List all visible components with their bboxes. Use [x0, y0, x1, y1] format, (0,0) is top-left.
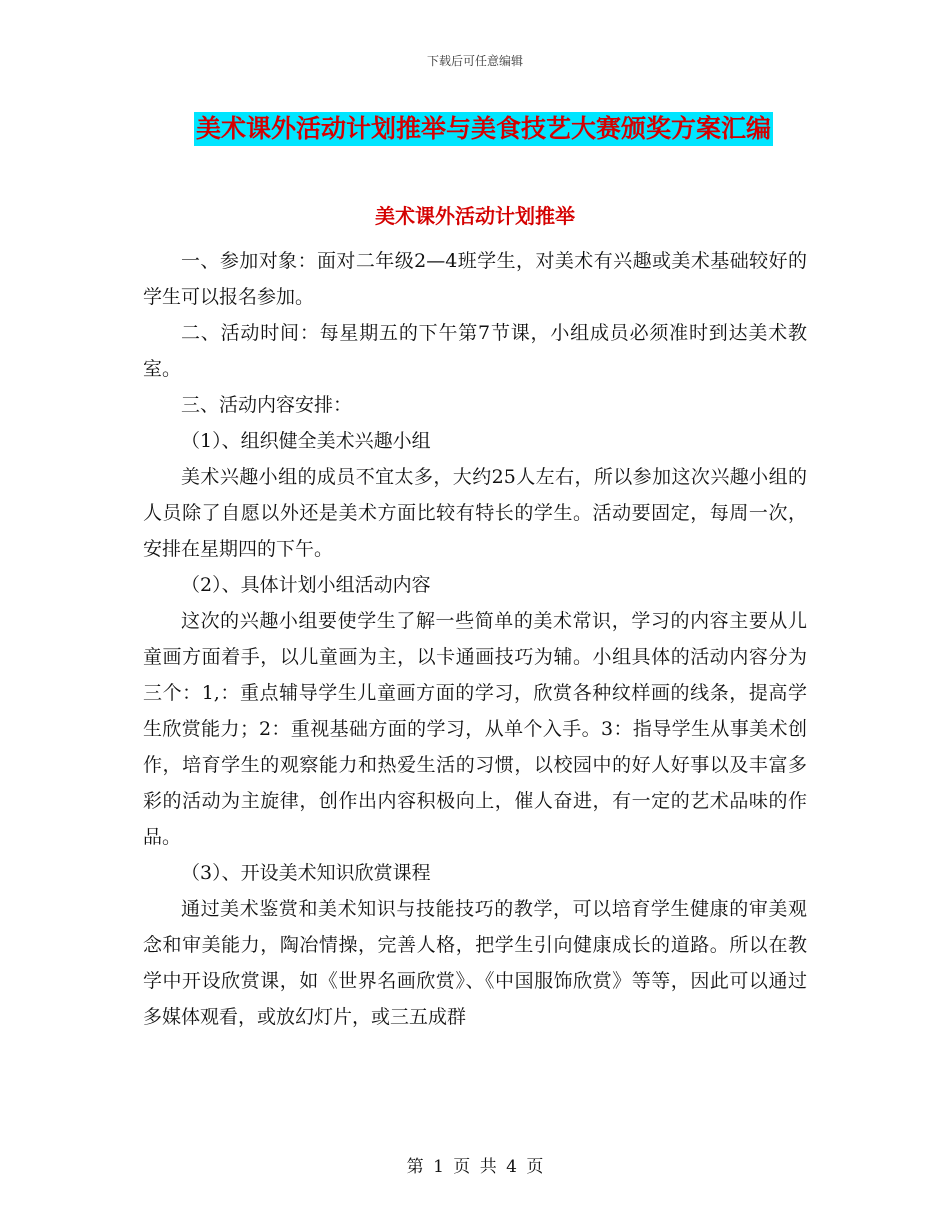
document-body: [143, 243, 807, 1035]
subheading-1: （1）、组织健全美术兴趣小组: [181, 430, 431, 452]
page-footer: 第 1 页 共 4 页: [406, 1157, 544, 1177]
paragraph-content-heading: 三、活动内容安排：: [181, 394, 353, 416]
paragraph-appreciation: 通过美术鉴赏和美术知识与技能技巧的教学，可以培育学生健康的审美观念和审美能力，陶冶情操，完善人格，把学生引向健康成长的道路。所以在教学中开设欣赏课，如《世界名画欣赏》、《中国服饰欣赏》等等，因此可以通过多媒体观看，或放幻灯片，或三五成群: [143, 898, 807, 1028]
header-note: 下载后可任意编辑: [426, 54, 523, 68]
paragraph-participants: 一、参加对象：面对二年级2—4班学生，对美术有兴趣或美术基础较好的学生可以报名参加。: [143, 250, 807, 308]
section-title: 美术课外活动计划推举: [375, 204, 575, 228]
subheading-3: （3）、开设美术知识欣赏课程: [181, 862, 431, 884]
paragraph-time: 二、活动时间：每星期五的下午第7节课，小组成员必须准时到达美术教室。: [143, 322, 807, 380]
subheading-2: （2）、具体计划小组活动内容: [181, 574, 431, 596]
document-title: 美术课外活动计划推举与美食技艺大赛颁奖方案汇编: [194, 112, 773, 146]
paragraph-group-activities: 这次的兴趣小组要使学生了解一些简单的美术常识，学习的内容主要从儿童画方面着手，以儿童画为主，以卡通画技巧为辅。小组具体的活动内容分为三个：1,：重点辅导学生儿童画方面的学习，欣赏各种纹样画的线条，提高学生欣赏能力；2：重视基础方面的学习，从单个入手。3：指导学生从事美术创作，培育学生的观察能力和热爱生活的习惯，以校园中的好人好事以及丰富多彩的活动为主旋律，创作出内容积极向上，催人奋进，有一定的艺术品味的作品。: [143, 610, 807, 848]
paragraph-group-members: 美术兴趣小组的成员不宜太多，大约25人左右，所以参加这次兴趣小组的人员除了自愿以外还是美术方面比较有特长的学生。活动要固定，每周一次，安排在星期四的下午。: [143, 466, 807, 560]
